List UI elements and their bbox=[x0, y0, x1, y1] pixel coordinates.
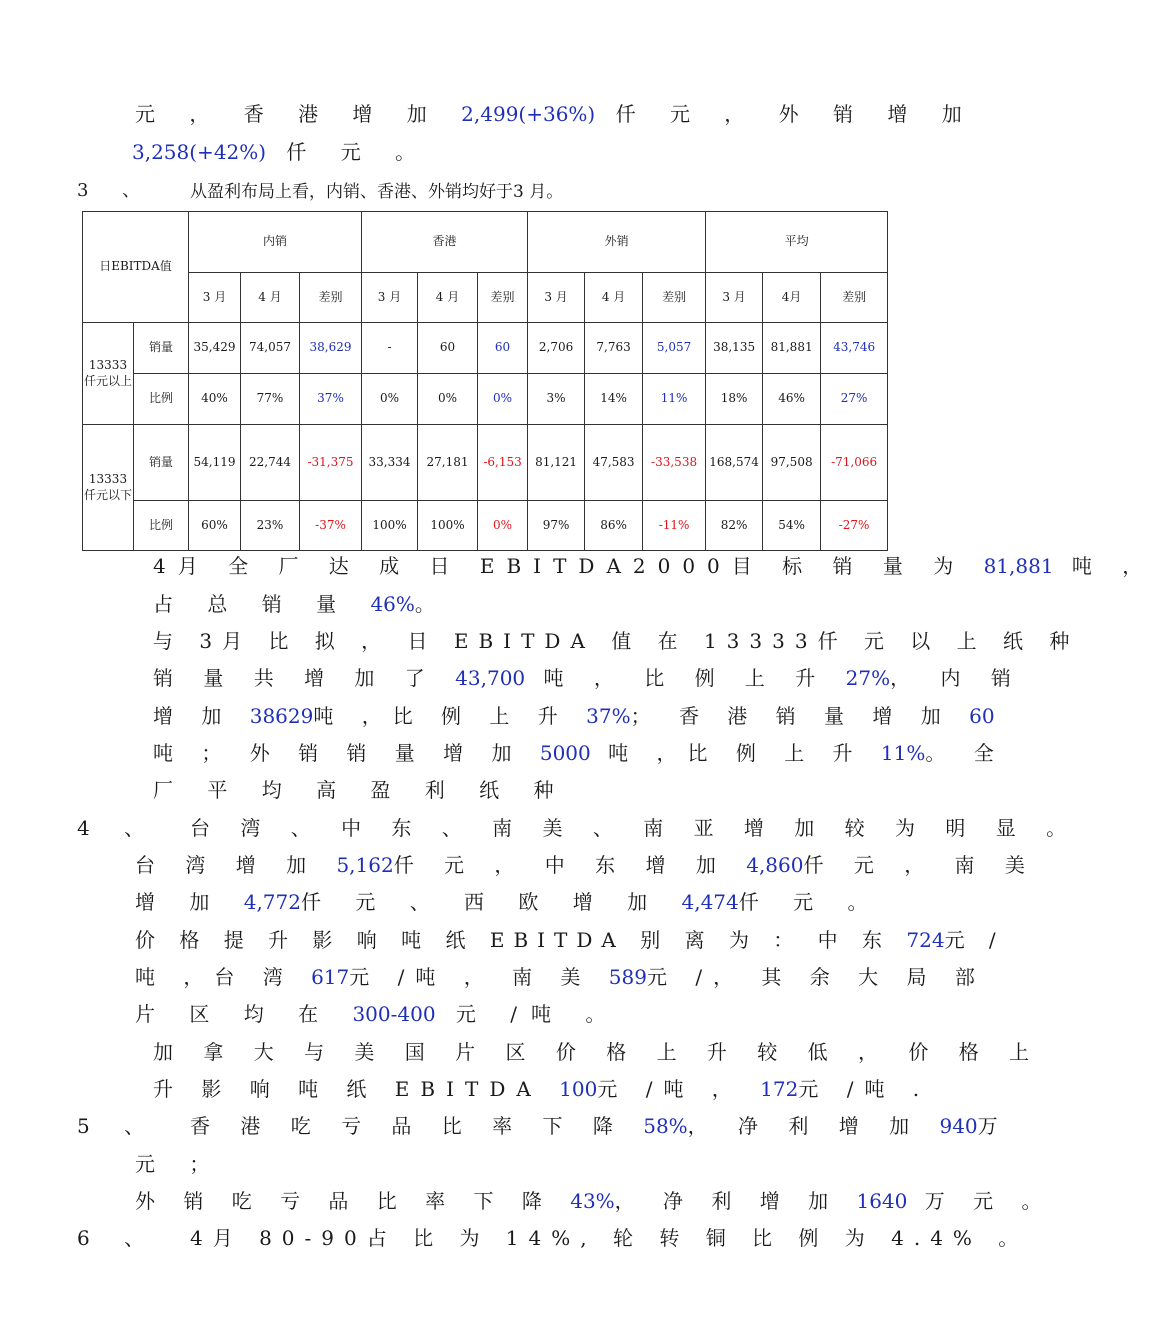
diff-header: 差别 bbox=[300, 273, 362, 323]
cell: 81,881 bbox=[763, 323, 821, 374]
cell: 100% bbox=[418, 501, 478, 551]
text: 仟 元 。 bbox=[738, 890, 882, 914]
metric-label: 比例 bbox=[134, 374, 189, 425]
value: 43% bbox=[570, 1189, 615, 1213]
cell: 168,574 bbox=[706, 425, 763, 501]
item-5-line-2: 元 ； bbox=[135, 1152, 224, 1176]
text: ， 内 销 bbox=[890, 666, 1023, 690]
item-4-number: 4 、 bbox=[77, 816, 159, 840]
month-header: 3 月 bbox=[528, 273, 585, 323]
text: 厂 平 均 高 盈 利 纸 种 bbox=[153, 778, 568, 802]
value: 300-400 bbox=[352, 1002, 436, 1026]
value: 4,474 bbox=[681, 890, 739, 914]
item-4-line-1 bbox=[135, 849, 1037, 878]
p2-line-2 bbox=[153, 662, 1023, 691]
text: 销 量 共 增 加 了 bbox=[153, 666, 456, 690]
value: 60 bbox=[969, 704, 995, 728]
item-4-line-5 bbox=[135, 998, 619, 1027]
cell: 0% bbox=[418, 374, 478, 425]
cell: 60 bbox=[418, 323, 478, 374]
region-header-domestic: 内销 bbox=[189, 212, 362, 273]
cell: 27,181 bbox=[418, 425, 478, 501]
text: 。 bbox=[414, 592, 449, 616]
item-4-line-3 bbox=[135, 924, 1005, 953]
cell: 54,119 bbox=[189, 425, 241, 501]
text: 价 格 提 升 影 响 吨 纸 EBITDA 别 离 为 ： 中 东 bbox=[135, 928, 907, 952]
cell: 0% bbox=[362, 374, 418, 425]
text: 元 ， 香 港 增 加 bbox=[135, 102, 462, 126]
metric-label: 比例 bbox=[134, 501, 189, 551]
item-6-number: 6 、 bbox=[77, 1226, 159, 1250]
cell: 38,135 bbox=[706, 323, 763, 374]
region-header-average: 平均 bbox=[706, 212, 888, 273]
diff-header: 差别 bbox=[643, 273, 706, 323]
month-header: 4 月 bbox=[241, 273, 300, 323]
month-header: 4 月 bbox=[418, 273, 478, 323]
text: 仟 元 ， 外 销 增 加 bbox=[595, 102, 976, 126]
group-label: 13333 仟元以下 bbox=[83, 425, 134, 551]
cell: 47,583 bbox=[585, 425, 643, 501]
cell: 22,744 bbox=[241, 425, 300, 501]
diff-header: 差别 bbox=[478, 273, 528, 323]
metric-label: 销量 bbox=[134, 323, 189, 374]
value: 4,772 bbox=[243, 890, 301, 914]
cell: 11% bbox=[643, 374, 706, 425]
text: ， 净 利 增 加 bbox=[687, 1114, 940, 1138]
text: 万 元 。 bbox=[907, 1189, 1053, 1213]
metric-label: 销量 bbox=[134, 425, 189, 501]
cell: 86% bbox=[585, 501, 643, 551]
item-4-line-2 bbox=[135, 886, 881, 915]
cell: 0% bbox=[478, 501, 528, 551]
item-4-line-7 bbox=[153, 1073, 930, 1102]
month-header: 4月 bbox=[763, 273, 821, 323]
cell: 54% bbox=[763, 501, 821, 551]
cell: 81,121 bbox=[528, 425, 585, 501]
cell: 97,508 bbox=[763, 425, 821, 501]
month-header: 4 月 bbox=[585, 273, 643, 323]
cell: 74,057 bbox=[241, 323, 300, 374]
p1-line-2 bbox=[153, 588, 449, 617]
cell: - bbox=[362, 323, 418, 374]
item-6-text: 4月 80-90占 比 为 14%, 轮 转 铜 比 例 为 4.4% 。 bbox=[190, 1226, 1029, 1250]
value: 589 bbox=[608, 965, 647, 989]
value: 38629 bbox=[249, 704, 314, 728]
cell: 97% bbox=[528, 501, 585, 551]
region-header-hongkong: 香港 bbox=[362, 212, 528, 273]
text: 与 3月 比 拟 ， 日 EBITDA 值 在 13333仟 元 以 上 纸 种 bbox=[153, 629, 1080, 653]
cell: -11% bbox=[643, 501, 706, 551]
value: 172 bbox=[760, 1077, 799, 1101]
table-row bbox=[83, 425, 888, 501]
table-row bbox=[83, 374, 888, 425]
item-5-line-3 bbox=[135, 1185, 1052, 1214]
cell: 60% bbox=[189, 501, 241, 551]
table-row bbox=[83, 501, 888, 551]
text: 外 销 吃 亏 品 比 率 下 降 bbox=[135, 1189, 571, 1213]
text: 元 /吨 。 bbox=[435, 1002, 620, 1026]
cell: 3% bbox=[528, 374, 585, 425]
cell: -71,066 bbox=[821, 425, 888, 501]
text: 万 bbox=[977, 1114, 1010, 1138]
cell: 77% bbox=[241, 374, 300, 425]
item-4-line-6 bbox=[153, 1036, 1041, 1065]
item-4-line-4 bbox=[135, 961, 986, 990]
text: ； 香 港 销 量 增 加 bbox=[630, 704, 970, 728]
p2-line-4 bbox=[153, 737, 1005, 766]
cell: -6,153 bbox=[478, 425, 528, 501]
value: 617 bbox=[311, 965, 350, 989]
text: 仟 元 ， 中 东 增 加 bbox=[393, 853, 747, 877]
p2-line-3 bbox=[153, 700, 995, 729]
cell: 33,334 bbox=[362, 425, 418, 501]
text: 香 港 吃 亏 品 比 率 下 降 bbox=[190, 1114, 644, 1138]
text: 吨 ， bbox=[1053, 554, 1154, 578]
month-header: 3 月 bbox=[362, 273, 418, 323]
text: 。 全 bbox=[925, 741, 1005, 765]
cell: 2,706 bbox=[528, 323, 585, 374]
item-5-number: 5 、 bbox=[77, 1114, 159, 1138]
text: 吨 ，比 例 上 升 bbox=[590, 741, 881, 765]
text: 吨 ，比 例 上 升 bbox=[313, 704, 587, 728]
text: 吨 ， 比 例 上 升 bbox=[525, 666, 846, 690]
value: 3,258(+42%) bbox=[132, 140, 267, 164]
p2-line-5 bbox=[153, 774, 568, 803]
value: 37% bbox=[586, 704, 631, 728]
value: 81,881 bbox=[983, 554, 1054, 578]
intro-line-1 bbox=[135, 98, 976, 127]
p1-line-1 bbox=[153, 550, 1154, 579]
value: 5000 bbox=[539, 741, 591, 765]
value: 724 bbox=[906, 928, 945, 952]
cell: 37% bbox=[300, 374, 362, 425]
text: 元 /吨 ， 南 美 bbox=[349, 965, 609, 989]
text: 增 加 bbox=[135, 890, 244, 914]
ebitda-table bbox=[82, 211, 888, 551]
text: 占 总 销 量 bbox=[153, 592, 371, 616]
text: 元 /吨 . bbox=[798, 1077, 931, 1101]
value: 4,860 bbox=[746, 853, 804, 877]
cell: 18% bbox=[706, 374, 763, 425]
table-corner-header: 日EBITDA值 bbox=[83, 212, 189, 323]
text: 元 / bbox=[944, 928, 1005, 952]
text: 4月 全 厂 达 成 日 EBITDA2000目 标 销 量 为 bbox=[153, 554, 984, 578]
cell: 82% bbox=[706, 501, 763, 551]
value: 2,499(+36%) bbox=[461, 102, 596, 126]
text: 吨 ，台 湾 bbox=[135, 965, 312, 989]
text: 片 区 均 在 bbox=[135, 1002, 353, 1026]
item-3-text: 从盈利布局上看，内销、香港、外销均好于3 月。 bbox=[190, 182, 564, 202]
text: 增 加 bbox=[153, 704, 250, 728]
diff-header: 差别 bbox=[821, 273, 888, 323]
value: 27% bbox=[845, 666, 891, 690]
p2-line-1 bbox=[153, 625, 1079, 654]
text: 元 /， 其 余 大 局 部 bbox=[646, 965, 986, 989]
cell: 7,763 bbox=[585, 323, 643, 374]
text: 仟 元 ， 南 美 bbox=[803, 853, 1037, 877]
cell: 27% bbox=[821, 374, 888, 425]
value: 5,162 bbox=[336, 853, 394, 877]
cell: 23% bbox=[241, 501, 300, 551]
item-3-number: 3 、 bbox=[77, 180, 155, 201]
intro-line-2 bbox=[132, 136, 429, 165]
group-label: 13333 仟元以上 bbox=[83, 323, 134, 425]
cell: 100% bbox=[362, 501, 418, 551]
value: 43,700 bbox=[455, 666, 526, 690]
item-5-line-1 bbox=[190, 1110, 1010, 1139]
value: 1640 bbox=[856, 1189, 908, 1213]
text: 加 拿 大 与 美 国 片 区 价 格 上 升 较 低 ， 价 格 上 bbox=[153, 1040, 1042, 1064]
value: 940 bbox=[939, 1114, 978, 1138]
cell: 60 bbox=[478, 323, 528, 374]
cell: 35,429 bbox=[189, 323, 241, 374]
cell: 43,746 bbox=[821, 323, 888, 374]
cell: 46% bbox=[763, 374, 821, 425]
value: 58% bbox=[643, 1114, 688, 1138]
text: ， 净 利 增 加 bbox=[614, 1189, 857, 1213]
cell: 14% bbox=[585, 374, 643, 425]
value: 11% bbox=[880, 741, 926, 765]
cell: 0% bbox=[478, 374, 528, 425]
value: 100 bbox=[559, 1077, 598, 1101]
text: 元 /吨 ， bbox=[597, 1077, 761, 1101]
cell: 38,629 bbox=[300, 323, 362, 374]
text: 台 湾 增 加 bbox=[135, 853, 337, 877]
cell: -33,538 bbox=[643, 425, 706, 501]
text: 仟 元 。 bbox=[266, 140, 430, 164]
item-4-head: 台 湾 、 中 东 、 南 美 、 南 亚 增 加 较 为 明 显 。 bbox=[190, 816, 1079, 840]
text: 升 影 响 吨 纸 EBITDA bbox=[153, 1077, 560, 1101]
month-header: 3 月 bbox=[189, 273, 241, 323]
table-row bbox=[83, 323, 888, 374]
cell: 40% bbox=[189, 374, 241, 425]
cell: -31,375 bbox=[300, 425, 362, 501]
region-header-export: 外销 bbox=[528, 212, 706, 273]
cell: -37% bbox=[300, 501, 362, 551]
cell: 5,057 bbox=[643, 323, 706, 374]
month-header: 3 月 bbox=[706, 273, 763, 323]
cell: -27% bbox=[821, 501, 888, 551]
value: 46% bbox=[370, 592, 415, 616]
text: 仟 元 、 西 欧 增 加 bbox=[300, 890, 682, 914]
text: 吨 ； 外 销 销 量 增 加 bbox=[153, 741, 540, 765]
